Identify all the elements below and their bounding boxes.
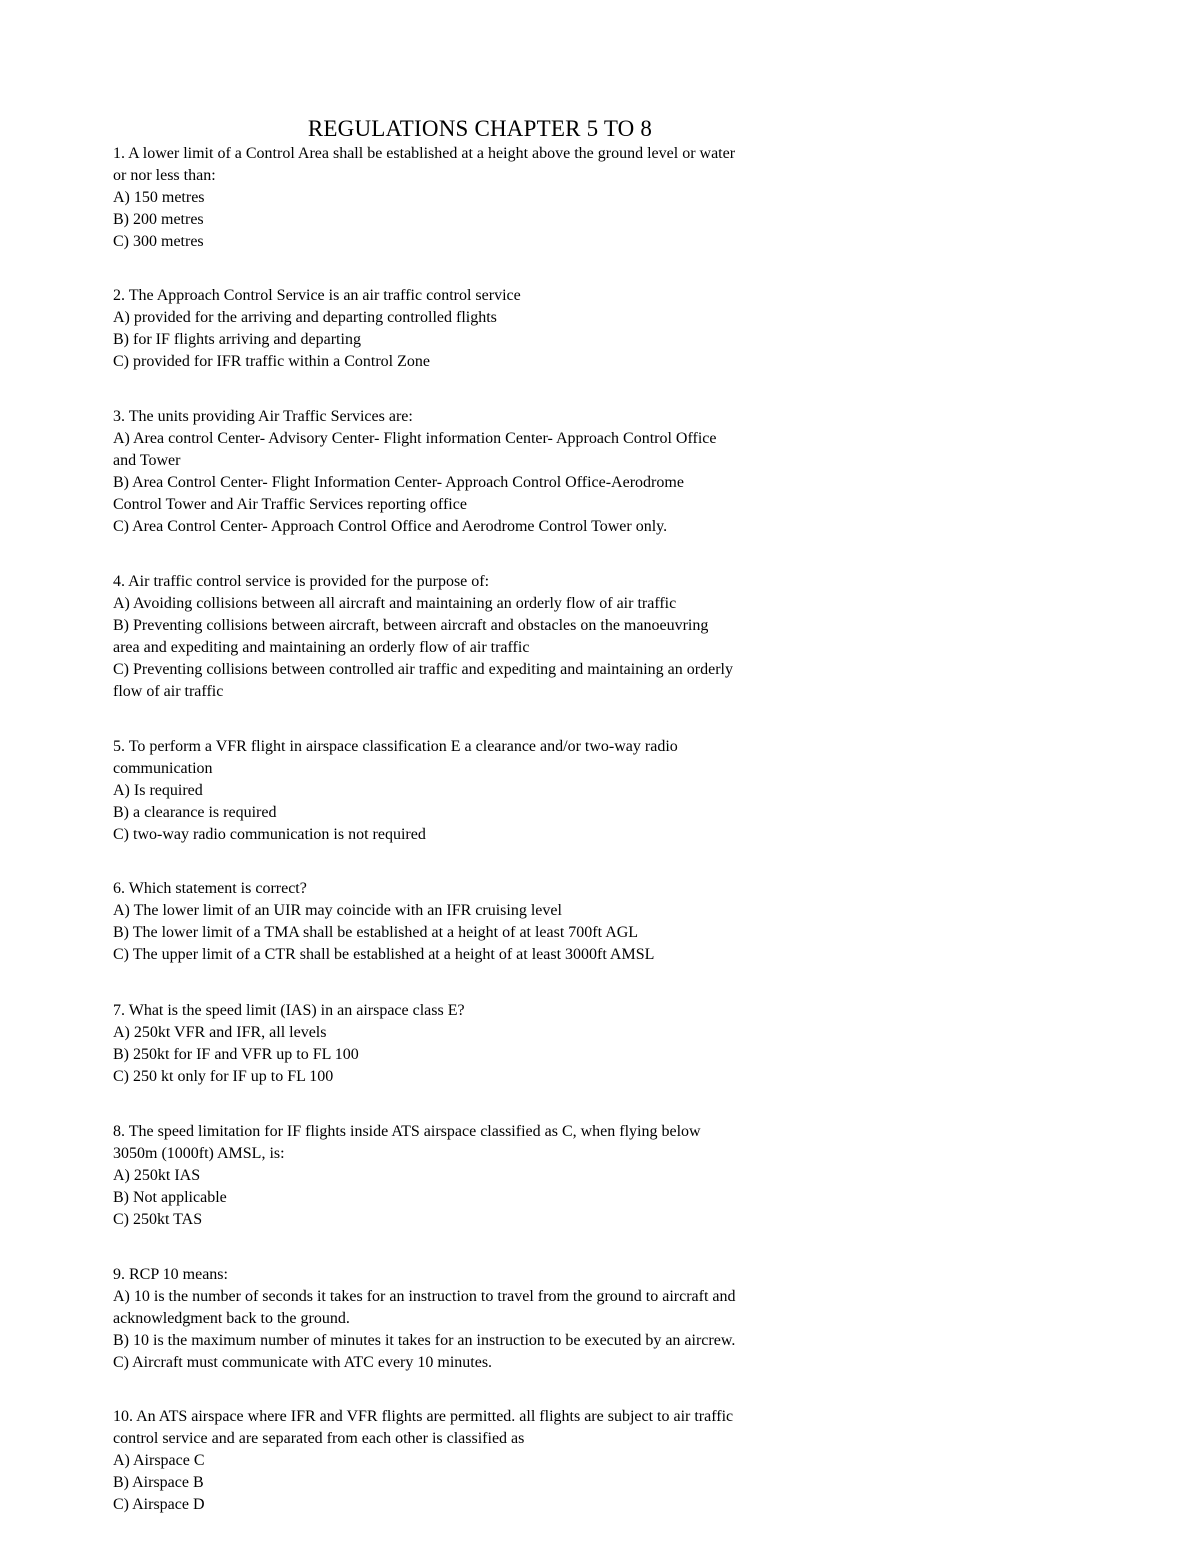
answer-option: A) Is required <box>113 782 203 799</box>
answer-option: C) Airspace D <box>113 1496 205 1513</box>
answer-option: B) Not applicable <box>113 1189 227 1206</box>
question-text: 6. Which statement is correct? <box>113 880 307 897</box>
answer-option: acknowledgment back to the ground. <box>113 1310 350 1327</box>
answer-option: C) The upper limit of a CTR shall be established at a height of at least 3000ft AMSL <box>113 946 655 963</box>
answer-option: B) The lower limit of a TMA shall be established at a height of at least 700ft AGL <box>113 924 639 941</box>
answer-option: B) Preventing collisions between aircraft, between aircraft and obstacles on the manoeuvring <box>113 617 709 634</box>
answer-option: C) Area Control Center- Approach Control Office and Aerodrome Control Tower only. <box>113 518 668 535</box>
answer-option: C) 250kt TAS <box>113 1211 203 1228</box>
answer-option: C) two-way radio communication is not required <box>113 826 426 843</box>
question-text: 3050m (1000ft) AMSL, is: <box>113 1145 285 1162</box>
answer-option: C) Preventing collisions between controlled air traffic and expediting and maintaining an orderly <box>113 661 733 678</box>
answer-option: B) for IF flights arriving and departing <box>113 331 361 348</box>
answer-option: A) The lower limit of an UIR may coincide with an IFR cruising level <box>113 902 562 919</box>
answer-option: B) 200 metres <box>113 211 204 228</box>
answer-option: B) 10 is the maximum number of minutes it takes for an instruction to be executed by an aircrew. <box>113 1332 736 1349</box>
answer-option: A) 250kt IAS <box>113 1167 201 1184</box>
answer-option: A) Area control Center- Advisory Center- Flight information Center- Approach Control Office <box>113 430 717 447</box>
question-text: 9. RCP 10 means: <box>113 1266 228 1283</box>
answer-option: A) provided for the arriving and departing controlled flights <box>113 309 497 326</box>
answer-option: area and expediting and maintaining an orderly flow of air traffic <box>113 639 530 656</box>
answer-option: Control Tower and Air Traffic Services reporting office <box>113 496 467 513</box>
answer-option: C) 250 kt only for IF up to FL 100 <box>113 1068 334 1085</box>
answer-option: A) 150 metres <box>113 189 205 206</box>
answer-option: A) Avoiding collisions between all aircraft and maintaining an orderly flow of air traffic <box>113 595 677 612</box>
question-text: 8. The speed limitation for IF flights inside ATS airspace classified as C, when flying below <box>113 1123 701 1140</box>
question-text: communication <box>113 760 213 777</box>
answer-option: A) Airspace C <box>113 1452 205 1469</box>
answer-option: A) 10 is the number of seconds it takes for an instruction to travel from the ground to aircraft and <box>113 1288 736 1305</box>
answer-option: C) Aircraft must communicate with ATC every 10 minutes. <box>113 1354 493 1371</box>
question-text: or nor less than: <box>113 167 216 184</box>
answer-option: A) 250kt VFR and IFR, all levels <box>113 1024 327 1041</box>
answer-option: B) Airspace B <box>113 1474 204 1491</box>
answer-option: C) 300 metres <box>113 233 204 250</box>
question-text: 7. What is the speed limit (IAS) in an airspace class E? <box>113 1002 465 1019</box>
question-text: 5. To perform a VFR flight in airspace classification E a clearance and/or two-way radio <box>113 738 678 755</box>
question-text: 3. The units providing Air Traffic Services are: <box>113 408 413 425</box>
question-text: 1. A lower limit of a Control Area shall be established at a height above the ground level or water <box>113 145 736 162</box>
answer-option: B) Area Control Center- Flight Information Center- Approach Control Office-Aerodrome <box>113 474 684 491</box>
question-text: 2. The Approach Control Service is an air traffic control service <box>113 287 521 304</box>
question-text: control service and are separated from each other is classified as <box>113 1430 525 1447</box>
answer-option: C) provided for IFR traffic within a Control Zone <box>113 353 430 370</box>
answer-option: B) a clearance is required <box>113 804 277 821</box>
answer-option: B) 250kt for IF and VFR up to FL 100 <box>113 1046 359 1063</box>
page-title: REGULATIONS CHAPTER 5 TO 8 <box>307 116 653 141</box>
question-text: 4. Air traffic control service is provided for the purpose of: <box>113 573 490 590</box>
question-text: 10. An ATS airspace where IFR and VFR flights are permitted. all flights are subject to air traffic <box>113 1408 734 1425</box>
answer-option: flow of air traffic <box>113 683 224 700</box>
answer-option: and Tower <box>113 452 181 469</box>
